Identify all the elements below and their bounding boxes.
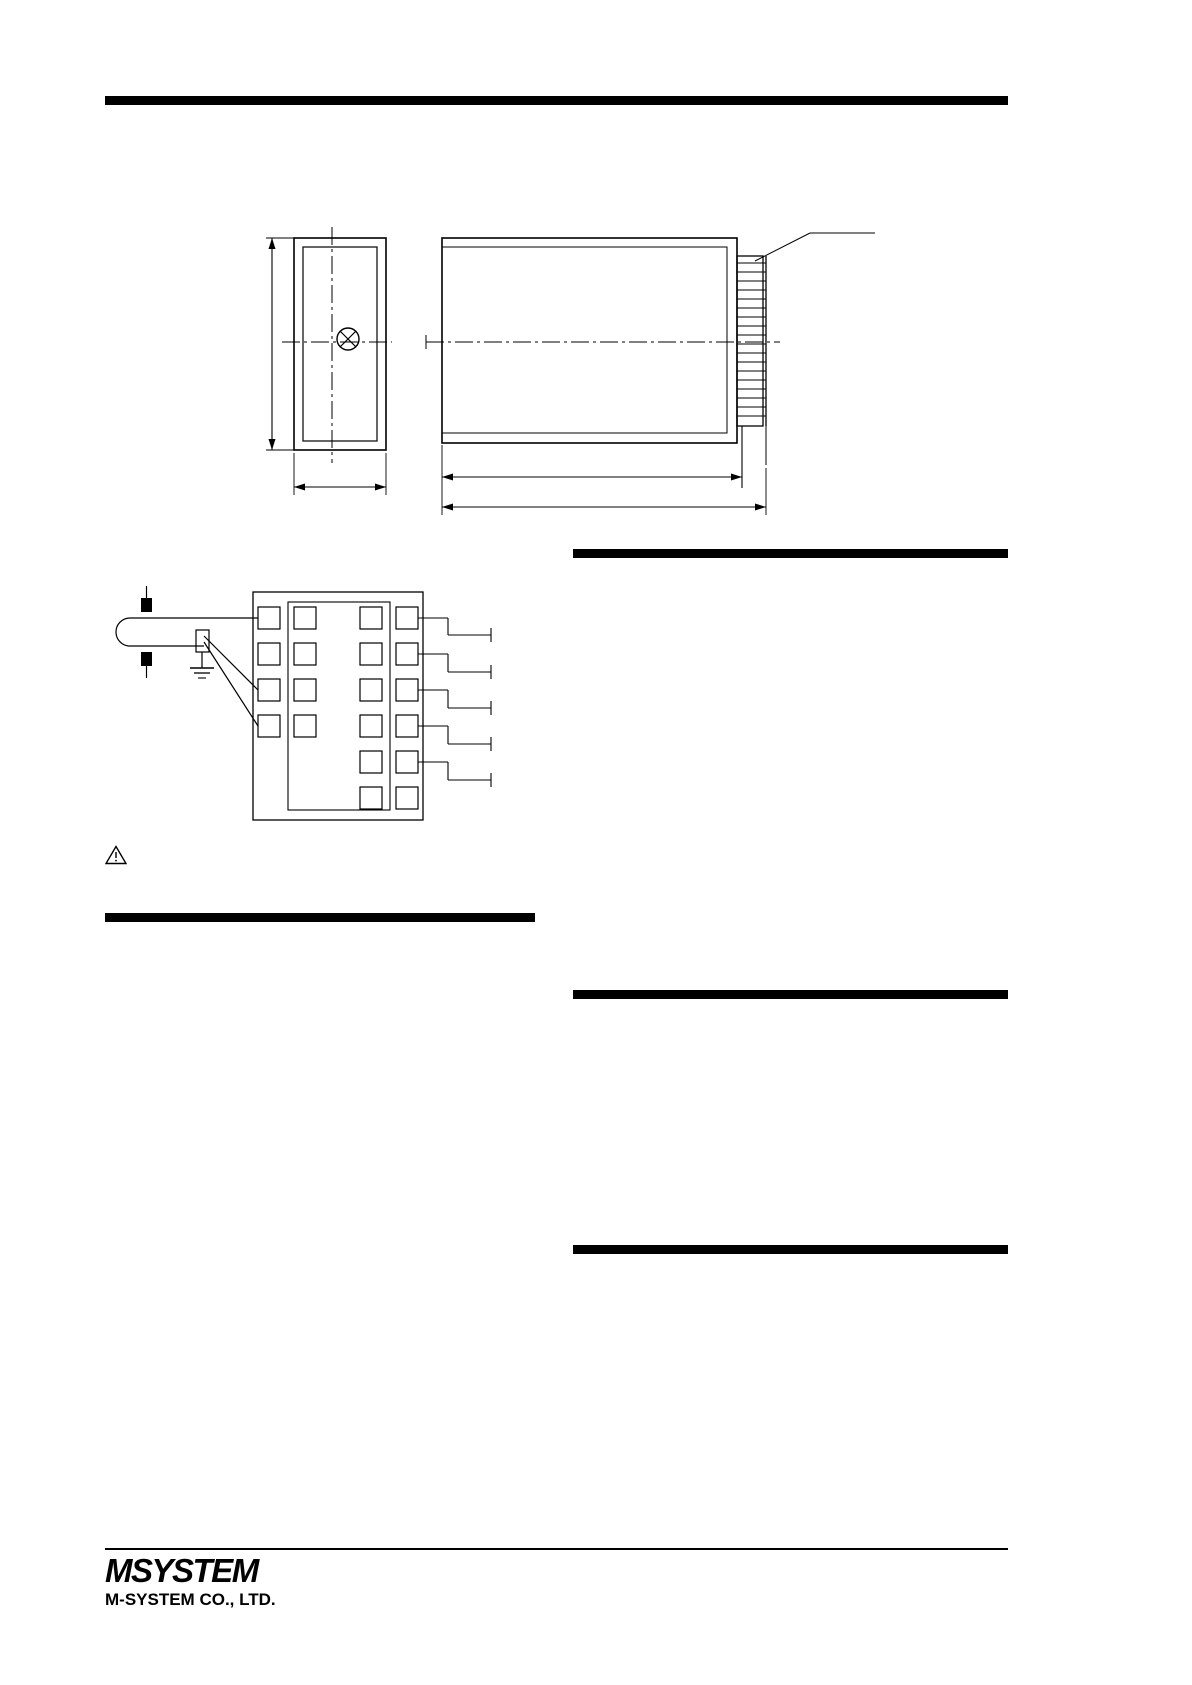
external-dimensions-drawing — [250, 225, 890, 525]
section-rule-right-upper — [573, 549, 1008, 558]
footer-rule — [105, 1548, 1008, 1550]
terminal-connection-diagram — [108, 580, 528, 845]
msystem-logo: MSYSTEM — [105, 1552, 258, 1589]
section-rule-left-lower — [105, 913, 535, 922]
company-logo-block — [105, 1554, 445, 1610]
company-name: M-SYSTEM CO., LTD. — [105, 1590, 276, 1609]
section-rule-right-middle — [573, 990, 1008, 999]
section-rule-top — [105, 96, 1008, 105]
section-rule-right-lower — [573, 1245, 1008, 1254]
warning-triangle-icon — [105, 845, 127, 865]
